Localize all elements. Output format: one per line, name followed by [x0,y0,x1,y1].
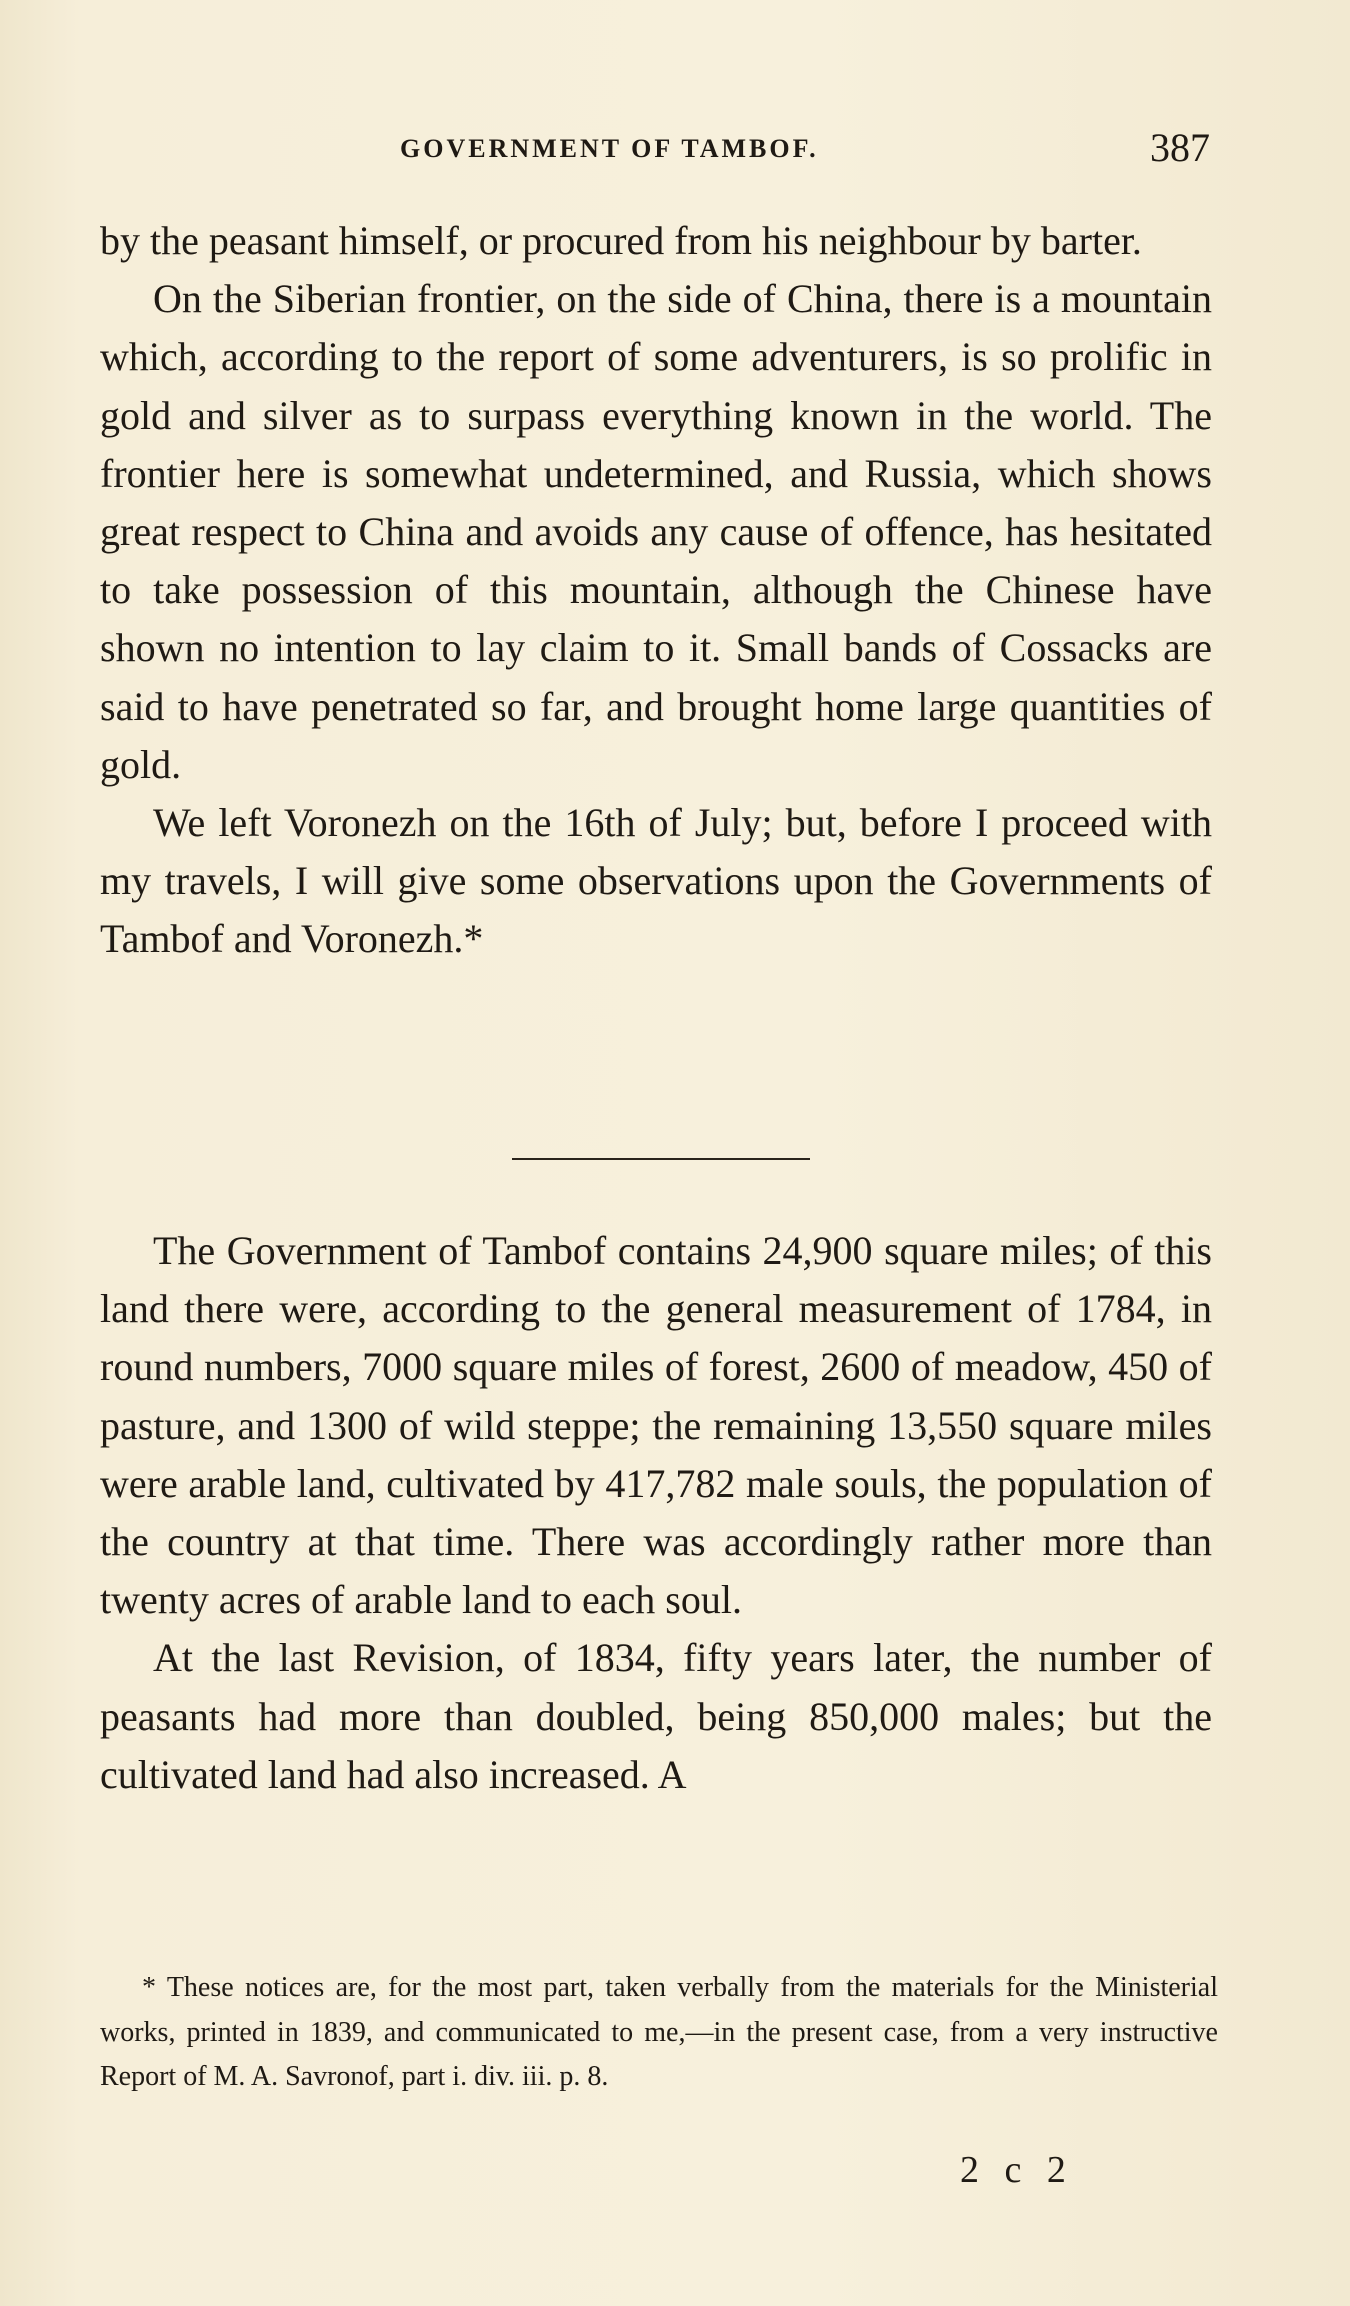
paragraph: On the Siberian frontier, on the side of China, there is a mountain which, according to the report of some adventurers, is so prolific in gold and silver as to surpass everything known in the world. The frontier here is somewhat undetermined, and Russia, which shows great respect to China and avoids any cause of offence, has hesitated to take possession of this mountain, although the Chinese have shown no intention to lay claim to it. Small bands of Cossacks are said to have penetrated so far, and brought home large quantities of gold. [100,276,1212,787]
running-head [100,124,1210,174]
paragraph: At the last Revision, of 1834, fifty years later, the number of peasants had more than doubled, being 850,000 males; but the cultivated land had also increased. A [100,1635,1212,1797]
paragraph: We left Voronezh on the 16th of July; but, before I proceed with my travels, I will give some observations upon the Governments of Tambof and Voronezh.* [100,800,1212,962]
footnote [100,1966,1218,2100]
running-title: GOVERNMENT OF TAMBOF. [400,134,819,163]
signature-mark: 2 c 2 [960,2149,1074,2191]
page-number: 387 [1150,125,1210,170]
paragraph: by the peasant himself, or procured from his neighbour by barter. [100,218,1142,263]
section-divider [512,1158,810,1160]
text-block-top [100,212,1212,969]
footnote-text: * These notices are, for the most part, taken verbally from the materials for the Ministerial works, printed in 1839, and communicated to me,—in the present case, from a very instructive Report of M. A. Savronof, part i. div. iii. p. 8. [100,1972,1218,2092]
paragraph: The Government of Tambof contains 24,900 square miles; of this land there were, according to the general measurement of 1784, in round numbers, 7000 square miles of forest, 2600 of meadow, 450 of pasture, and 1300 of wild steppe; the remaining 13,550 square miles were arable land, cultivated by 417,782 male souls, the population of the country at that time. There was accordingly rather more than twenty acres of arable land to each soul. [100,1228,1212,1623]
text-block-bottom [100,1222,1212,1804]
